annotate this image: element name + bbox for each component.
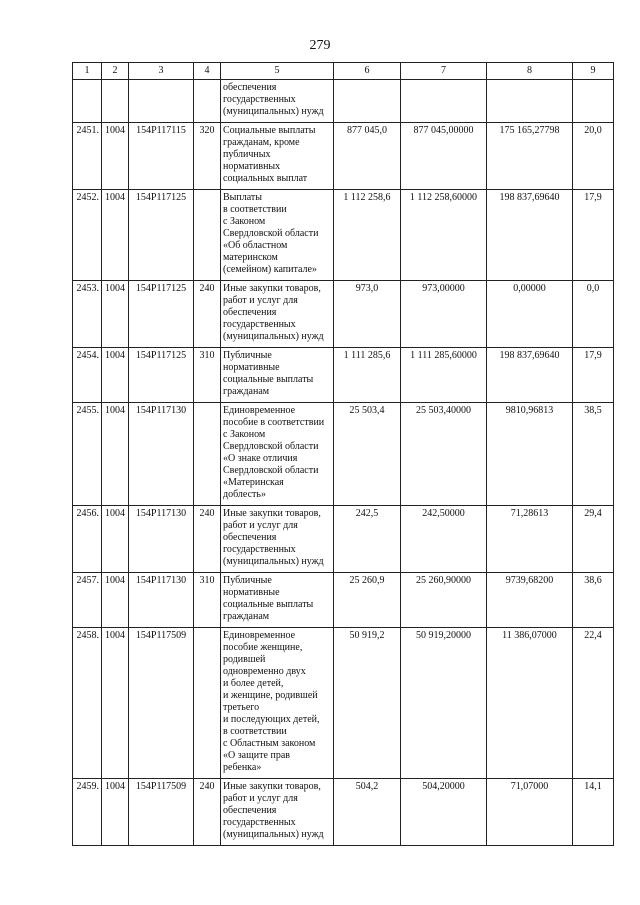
percent-cell: 0,0 xyxy=(573,281,614,348)
plan-amount-cell: 877 045,0 xyxy=(334,123,401,190)
executed-amount-cell: 175 165,27798 xyxy=(487,123,573,190)
target-code-cell: 154P117125 xyxy=(129,281,194,348)
table-row xyxy=(73,573,614,628)
plan-amount-cell: 504,2 xyxy=(334,779,401,846)
item-name-cell: Социальные выплаты гражданам, кроме публичных нормативных социальных выплат xyxy=(221,123,334,190)
table-row xyxy=(73,779,614,846)
percent-cell: 22,4 xyxy=(573,628,614,779)
approved-amount-cell: 1 112 258,60000 xyxy=(401,190,487,281)
table-row xyxy=(73,190,614,281)
plan-amount-cell: 1 111 285,6 xyxy=(334,348,401,403)
item-name-cell: Единовременное пособие женщине, родившей одновременно двух и более детей, и женщине, родившей третьего и последующих детей, в соответствии с Областным законом «О защите прав ребенка» xyxy=(221,628,334,779)
executed-amount-cell xyxy=(487,80,573,123)
section-code-cell: 1004 xyxy=(102,403,129,506)
section-code-cell xyxy=(102,80,129,123)
row-number-cell: 2451. xyxy=(73,123,102,190)
column-header: 7 xyxy=(401,63,487,80)
section-code-cell: 1004 xyxy=(102,779,129,846)
target-code-cell xyxy=(129,80,194,123)
column-header: 3 xyxy=(129,63,194,80)
row-number-cell: 2458. xyxy=(73,628,102,779)
expense-type-cell: 310 xyxy=(194,348,221,403)
expense-type-cell xyxy=(194,80,221,123)
target-code-cell: 154P117115 xyxy=(129,123,194,190)
plan-amount-cell: 242,5 xyxy=(334,506,401,573)
executed-amount-cell: 11 386,07000 xyxy=(487,628,573,779)
executed-amount-cell: 198 837,69640 xyxy=(487,348,573,403)
expense-type-cell: 320 xyxy=(194,123,221,190)
percent-cell: 38,5 xyxy=(573,403,614,506)
column-header: 1 xyxy=(73,63,102,80)
expense-type-cell: 240 xyxy=(194,506,221,573)
row-number-cell: 2456. xyxy=(73,506,102,573)
plan-amount-cell: 25 260,9 xyxy=(334,573,401,628)
table-row xyxy=(73,281,614,348)
plan-amount-cell: 25 503,4 xyxy=(334,403,401,506)
item-name-cell: Единовременное пособие в соответствии с Законом Свердловской области «О знаке отличия Свердловской области «Материнская доблесть» xyxy=(221,403,334,506)
item-name-cell: обеспечения государственных (муниципальных) нужд xyxy=(221,80,334,123)
target-code-cell: 154P117130 xyxy=(129,573,194,628)
percent-cell: 38,6 xyxy=(573,573,614,628)
budget-table xyxy=(72,62,614,846)
section-code-cell: 1004 xyxy=(102,628,129,779)
expense-type-cell: 240 xyxy=(194,779,221,846)
expense-type-cell xyxy=(194,190,221,281)
item-name-cell: Публичные нормативные социальные выплаты гражданам xyxy=(221,348,334,403)
percent-cell: 17,9 xyxy=(573,348,614,403)
plan-amount-cell xyxy=(334,80,401,123)
row-number-cell: 2457. xyxy=(73,573,102,628)
row-number-cell: 2454. xyxy=(73,348,102,403)
item-name-cell: Иные закупки товаров, работ и услуг для обеспечения государственных (муниципальных) нужд xyxy=(221,506,334,573)
section-code-cell: 1004 xyxy=(102,573,129,628)
section-code-cell: 1004 xyxy=(102,190,129,281)
row-number-cell: 2455. xyxy=(73,403,102,506)
section-code-cell: 1004 xyxy=(102,348,129,403)
row-number-cell: 2452. xyxy=(73,190,102,281)
percent-cell xyxy=(573,80,614,123)
column-header: 4 xyxy=(194,63,221,80)
item-name-cell: Выплаты в соответствии с Законом Свердловской области «Об областном материнском (семейном) капитале» xyxy=(221,190,334,281)
item-name-cell: Публичные нормативные социальные выплаты гражданам xyxy=(221,573,334,628)
item-name-cell: Иные закупки товаров, работ и услуг для обеспечения государственных (муниципальных) нужд xyxy=(221,281,334,348)
target-code-cell: 154P117509 xyxy=(129,779,194,846)
percent-cell: 17,9 xyxy=(573,190,614,281)
page-number: 279 xyxy=(309,38,331,53)
plan-amount-cell: 1 112 258,6 xyxy=(334,190,401,281)
table-row xyxy=(73,403,614,506)
percent-cell: 29,4 xyxy=(573,506,614,573)
expense-type-cell: 310 xyxy=(194,573,221,628)
executed-amount-cell: 71,07000 xyxy=(487,779,573,846)
expense-type-cell xyxy=(194,628,221,779)
target-code-cell: 154P117130 xyxy=(129,506,194,573)
percent-cell: 20,0 xyxy=(573,123,614,190)
row-number-cell xyxy=(73,80,102,123)
approved-amount-cell xyxy=(401,80,487,123)
table-row xyxy=(73,123,614,190)
approved-amount-cell: 50 919,20000 xyxy=(401,628,487,779)
column-header: 2 xyxy=(102,63,129,80)
table-row xyxy=(73,628,614,779)
column-header: 6 xyxy=(334,63,401,80)
expense-type-cell: 240 xyxy=(194,281,221,348)
expense-type-cell xyxy=(194,403,221,506)
plan-amount-cell: 973,0 xyxy=(334,281,401,348)
column-header: 5 xyxy=(221,63,334,80)
approved-amount-cell: 25 503,40000 xyxy=(401,403,487,506)
plan-amount-cell: 50 919,2 xyxy=(334,628,401,779)
approved-amount-cell: 1 111 285,60000 xyxy=(401,348,487,403)
section-code-cell: 1004 xyxy=(102,506,129,573)
executed-amount-cell: 9739,68200 xyxy=(487,573,573,628)
executed-amount-cell: 0,00000 xyxy=(487,281,573,348)
approved-amount-cell: 877 045,00000 xyxy=(401,123,487,190)
approved-amount-cell: 973,00000 xyxy=(401,281,487,348)
percent-cell: 14,1 xyxy=(573,779,614,846)
table-row xyxy=(73,506,614,573)
approved-amount-cell: 25 260,90000 xyxy=(401,573,487,628)
table-row xyxy=(73,80,614,123)
approved-amount-cell: 504,20000 xyxy=(401,779,487,846)
item-name-cell: Иные закупки товаров, работ и услуг для обеспечения государственных (муниципальных) нужд xyxy=(221,779,334,846)
approved-amount-cell: 242,50000 xyxy=(401,506,487,573)
executed-amount-cell: 9810,96813 xyxy=(487,403,573,506)
executed-amount-cell: 198 837,69640 xyxy=(487,190,573,281)
section-code-cell: 1004 xyxy=(102,123,129,190)
section-code-cell: 1004 xyxy=(102,281,129,348)
table-row xyxy=(73,348,614,403)
row-number-cell: 2453. xyxy=(73,281,102,348)
column-header: 9 xyxy=(573,63,614,80)
target-code-cell: 154P117125 xyxy=(129,190,194,281)
column-header: 8 xyxy=(487,63,573,80)
target-code-cell: 154P117130 xyxy=(129,403,194,506)
target-code-cell: 154P117125 xyxy=(129,348,194,403)
executed-amount-cell: 71,28613 xyxy=(487,506,573,573)
row-number-cell: 2459. xyxy=(73,779,102,846)
table-header-row xyxy=(73,63,614,80)
target-code-cell: 154P117509 xyxy=(129,628,194,779)
